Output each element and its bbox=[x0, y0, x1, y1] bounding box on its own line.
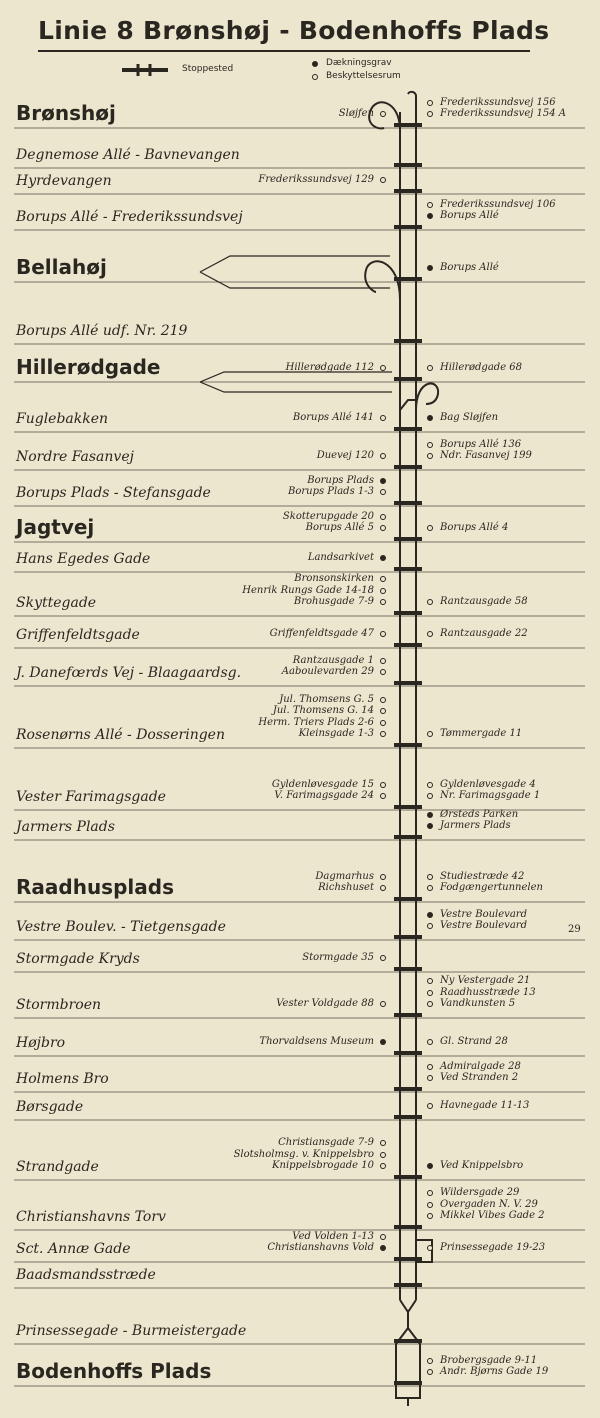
shelter-marker-icon bbox=[380, 415, 386, 421]
shelter-label-right: Prinsessegade 19-23 bbox=[440, 1242, 546, 1253]
shelter-label-right: Borups Allé bbox=[440, 210, 499, 221]
shelter-label-left: Hillerødgade 112 bbox=[285, 362, 374, 373]
shelter-marker-icon bbox=[427, 1213, 433, 1219]
shelter-label-left: Christianshavns Vold bbox=[267, 1242, 374, 1253]
shelter-label-left: Kleinsgade 1-3 bbox=[298, 728, 374, 739]
shelter-marker-icon bbox=[427, 1075, 433, 1081]
shelter-label-right: Ørsteds Parken bbox=[440, 808, 519, 820]
stop-name: Borups Allé - Frederikssundsvej bbox=[16, 209, 243, 225]
stop-tick bbox=[394, 935, 422, 939]
shelter-marker-icon bbox=[427, 990, 433, 996]
stop-name: Brønshøj bbox=[16, 101, 116, 125]
stop-tick bbox=[394, 643, 422, 647]
shelter-marker-icon bbox=[380, 111, 386, 117]
shelter-marker-icon bbox=[380, 731, 386, 737]
stop-name: Stormgade Kryds bbox=[16, 951, 140, 967]
shelter-marker-icon bbox=[427, 111, 433, 117]
shelter-marker-icon bbox=[427, 1064, 433, 1070]
trench-marker-icon bbox=[380, 478, 386, 484]
stop-name: Sct. Annæ Gade bbox=[16, 1241, 131, 1257]
trench-marker-icon bbox=[380, 1039, 386, 1045]
stop-tick bbox=[394, 611, 422, 615]
shelter-marker-icon bbox=[380, 782, 386, 788]
shelter-label-left: Brohusgade 7-9 bbox=[293, 596, 374, 607]
stop-name: Hillerødgade bbox=[16, 355, 161, 379]
stop-tick bbox=[394, 427, 422, 431]
legend-stop-label: Stoppested bbox=[182, 64, 234, 74]
terminal-loop-bodenhoffs bbox=[396, 1328, 420, 1398]
shelter-marker-icon bbox=[380, 708, 386, 714]
shelter-label-right: Hillerødgade 68 bbox=[440, 362, 523, 373]
shelter-marker-icon bbox=[380, 631, 386, 637]
shelter-marker-icon bbox=[427, 1245, 433, 1251]
shelter-marker-icon bbox=[380, 793, 386, 799]
branch-bellahoj-upper bbox=[200, 256, 390, 272]
shelter-label-right: Brobergsgade 9-11 bbox=[440, 1354, 538, 1366]
legend-trench-label: Dækningsgrav bbox=[326, 58, 392, 68]
shelter-label-left: Skotterupgade 20 bbox=[282, 510, 374, 522]
shelter-marker-icon bbox=[427, 731, 433, 737]
stop-tick bbox=[394, 277, 422, 281]
stop-name: Degnemose Allé - Bavnevangen bbox=[16, 147, 240, 163]
stop-tick bbox=[394, 1339, 422, 1343]
stop-name: Holmens Bro bbox=[16, 1071, 109, 1087]
stop-tick bbox=[394, 1381, 422, 1385]
shelter-label-left: Ved Volden 1-13 bbox=[292, 1230, 374, 1242]
shelter-label-left: Borups Plads bbox=[307, 474, 374, 486]
stop-name: Hans Egedes Gade bbox=[16, 551, 151, 567]
stop-name: Rosenørns Allé - Dosseringen bbox=[16, 727, 225, 743]
shelter-label-left: Slotsholmsg. v. Knippelsbro bbox=[233, 1148, 374, 1160]
shelter-label-right: Andr. Bjørns Gade 19 bbox=[440, 1366, 549, 1377]
shelter-label-right: Raadhusstræde 13 bbox=[440, 986, 536, 998]
shelter-label-left: Jul. Thomsens G. 5 bbox=[279, 693, 374, 705]
shelter-marker-icon bbox=[380, 720, 386, 726]
shelter-marker-icon bbox=[380, 588, 386, 594]
shelter-label-left: Richshuset bbox=[318, 882, 374, 893]
shelter-label-right: Vestre Boulevard bbox=[440, 920, 527, 931]
shelter-marker-icon bbox=[380, 1163, 386, 1169]
stop-name: Jarmers Plads bbox=[16, 819, 115, 835]
shelter-label-left: Borups Allé 5 bbox=[305, 522, 374, 533]
stop-name: Højbro bbox=[16, 1035, 66, 1051]
shelter-label-left: Herm. Triers Plads 2-6 bbox=[258, 716, 374, 728]
stop-tick bbox=[394, 1283, 422, 1287]
shelter-label-left: Bronsonskirken bbox=[294, 573, 374, 584]
shelter-marker-icon bbox=[380, 874, 386, 880]
legend-shelter-label: Beskyttelsesrum bbox=[326, 71, 401, 81]
shelter-marker-icon bbox=[427, 453, 433, 459]
shelter-label-right: Vandkunsten 5 bbox=[440, 998, 516, 1009]
shelter-marker-icon bbox=[427, 1202, 433, 1208]
stop-tick bbox=[394, 339, 422, 343]
shelter-label-right: Gl. Strand 28 bbox=[440, 1036, 508, 1047]
shelter-label-right: Tømmergade 11 bbox=[440, 728, 523, 739]
shelter-marker-icon bbox=[380, 177, 386, 183]
stop-tick bbox=[394, 537, 422, 541]
stop-tick bbox=[394, 1051, 422, 1055]
shelter-label-right: Ndr. Fasanvej 199 bbox=[440, 450, 532, 461]
stop-tick bbox=[394, 1013, 422, 1017]
shelter-marker-icon bbox=[380, 489, 386, 495]
stop-tick bbox=[394, 897, 422, 901]
shelter-marker-icon bbox=[380, 697, 386, 703]
shelter-marker-icon bbox=[427, 1001, 433, 1007]
shelter-label-left: Aaboulevarden 29 bbox=[281, 666, 374, 677]
stop-tick bbox=[394, 967, 422, 971]
trench-marker-icon bbox=[427, 415, 433, 421]
track-curve-top bbox=[408, 92, 416, 96]
crossover-fuglebakken bbox=[400, 400, 416, 410]
stop-name: Skyttegade bbox=[16, 595, 97, 611]
stop-name: Vestre Boulev. - Tietgensgade bbox=[16, 919, 226, 935]
shelter-marker-icon bbox=[380, 1140, 386, 1146]
branch-hillerodgade-upper bbox=[200, 372, 392, 382]
shelter-marker-icon bbox=[380, 576, 386, 582]
stop-tick bbox=[394, 743, 422, 747]
shelter-label-left: Landsarkivet bbox=[307, 552, 374, 563]
shelter-label-left: Griffenfeldtsgade 47 bbox=[269, 628, 374, 639]
stop-name: Borups Plads - Stefansgade bbox=[16, 485, 211, 501]
shelter-marker-icon bbox=[427, 631, 433, 637]
stop-tick bbox=[394, 805, 422, 809]
trench-marker-icon bbox=[427, 823, 433, 829]
trench-marker-icon bbox=[427, 912, 433, 918]
shelter-label-right: Havnegade 11-13 bbox=[440, 1100, 530, 1111]
shelter-label-left: Borups Allé 141 bbox=[292, 412, 374, 423]
shelter-marker-icon bbox=[380, 658, 386, 664]
stop-tick bbox=[394, 163, 422, 167]
stop-name: Bellahøj bbox=[16, 255, 107, 279]
stop-name: Børsgade bbox=[16, 1099, 84, 1115]
shelter-label-right: Frederikssundsvej 156 bbox=[440, 96, 556, 108]
shelter-label-right: Nr. Farimagsgade 1 bbox=[440, 790, 541, 801]
shelter-label-right: Studiestræde 42 bbox=[440, 870, 525, 882]
shelter-marker-icon bbox=[380, 453, 386, 459]
shelter-marker-icon bbox=[380, 1234, 386, 1240]
shelter-marker-icon bbox=[427, 599, 433, 605]
page-title: Linie 8 Brønshøj - Bodenhoffs Plads bbox=[38, 16, 550, 45]
stop-name: Bodenhoffs Plads bbox=[16, 1359, 212, 1383]
shelter-marker-icon bbox=[427, 365, 433, 371]
shelter-label-left: Borups Plads 1-3 bbox=[287, 486, 374, 497]
stop-name: Raadhusplads bbox=[16, 875, 174, 899]
trench-marker-icon bbox=[427, 213, 433, 219]
shelter-marker-icon bbox=[380, 1152, 386, 1158]
stop-tick bbox=[394, 1225, 422, 1229]
shelter-marker-icon bbox=[427, 1103, 433, 1109]
shelter-marker-icon bbox=[427, 874, 433, 880]
shelter-marker-icon bbox=[427, 793, 433, 799]
shelter-label-right: Overgaden N. V. 29 bbox=[440, 1198, 538, 1210]
shelter-marker-icon bbox=[427, 1190, 433, 1196]
stop-tick bbox=[394, 835, 422, 839]
shelter-marker-icon bbox=[427, 525, 433, 531]
stop-name: Hyrdevangen bbox=[16, 173, 112, 189]
stop-name: Strandgade bbox=[16, 1159, 99, 1175]
shelter-marker-icon bbox=[380, 669, 386, 675]
stop-tick bbox=[394, 1115, 422, 1119]
shelter-label-left: Thorvaldsens Museum bbox=[259, 1036, 374, 1047]
loop-fuglebakken bbox=[416, 383, 438, 410]
stop-tick bbox=[394, 123, 422, 127]
stop-tick bbox=[394, 465, 422, 469]
shelter-label-right: Vestre Boulevard bbox=[440, 908, 527, 920]
trench-marker-icon bbox=[380, 1245, 386, 1251]
shelter-marker-icon bbox=[427, 1039, 433, 1045]
shelter-label-right: Fodgængertunnelen bbox=[440, 882, 543, 893]
shelter-label-left: Stormgade 35 bbox=[302, 952, 374, 963]
stop-name: Fuglebakken bbox=[16, 411, 109, 427]
shelter-label-left: Henrik Rungs Gade 14-18 bbox=[242, 584, 374, 596]
shelter-label-left: Vester Voldgade 88 bbox=[276, 998, 374, 1009]
shelter-label-right: Admiralgade 28 bbox=[440, 1060, 521, 1072]
shelter-label-left: Duevej 120 bbox=[316, 450, 374, 461]
shelter-label-right: Borups Allé 4 bbox=[440, 522, 509, 533]
shelter-marker-icon bbox=[427, 442, 433, 448]
stop-name: Prinsessegade - Burmeistergade bbox=[16, 1323, 247, 1339]
shelter-label-left: Frederikssundsvej 129 bbox=[258, 174, 374, 185]
shelter-marker-icon bbox=[427, 202, 433, 208]
trench-marker-icon bbox=[380, 555, 386, 561]
shelter-label-right: Frederikssundsvej 154 A bbox=[440, 108, 567, 119]
shelter-label-left: Christiansgade 7-9 bbox=[278, 1137, 374, 1148]
stop-name: Vester Farimagsgade bbox=[16, 789, 166, 805]
stop-tick bbox=[394, 377, 422, 381]
shelter-label-right: Jarmers Plads bbox=[440, 820, 511, 831]
stop-name: Baadsmandsstræde bbox=[16, 1267, 156, 1283]
shelter-marker-icon bbox=[380, 525, 386, 531]
shelter-label-right: Bag Sløjfen bbox=[440, 412, 499, 423]
stop-tick bbox=[394, 681, 422, 685]
stop-name: J. Danefœrds Vej - Blaagaardsg. bbox=[16, 665, 242, 681]
shelter-label-right: Wildersgade 29 bbox=[440, 1187, 520, 1198]
shelter-label-left: Knippelsbrogade 10 bbox=[272, 1160, 374, 1171]
shelter-marker-icon bbox=[427, 100, 433, 106]
shelter-label-right: Gyldenløvesgade 4 bbox=[440, 778, 536, 790]
shelter-label-left: Jul. Thomsens G. 14 bbox=[272, 705, 374, 716]
stop-name: Borups Allé udf. Nr. 219 bbox=[16, 323, 188, 339]
shelter-marker-icon bbox=[380, 955, 386, 961]
shelter-marker-icon bbox=[380, 599, 386, 605]
stop-tick bbox=[394, 1087, 422, 1091]
shelter-marker-icon bbox=[427, 885, 433, 891]
shelter-label-left: Sløjfen bbox=[338, 108, 374, 119]
stop-tick bbox=[394, 1257, 422, 1261]
shelter-label-right: Frederikssundsvej 106 bbox=[440, 198, 556, 210]
shelter-label-right: Ved Knippelsbro bbox=[440, 1160, 524, 1171]
shelter-marker-icon bbox=[427, 923, 433, 929]
trench-marker-icon bbox=[427, 265, 433, 271]
stop-name: Griffenfeldtsgade bbox=[16, 627, 140, 643]
shelter-label-right: Borups Allé 136 bbox=[440, 438, 522, 450]
stop-tick bbox=[394, 567, 422, 571]
shelter-marker-icon bbox=[380, 514, 386, 520]
stop-name: Christianshavns Torv bbox=[16, 1209, 166, 1225]
shelter-label-right: Ved Stranden 2 bbox=[440, 1072, 519, 1083]
track-merge bbox=[400, 1300, 416, 1312]
shelter-label-left: V. Farimagsgade 24 bbox=[274, 790, 374, 801]
shelter-marker-icon bbox=[380, 1001, 386, 1007]
branch-hillerodgade-lower bbox=[200, 382, 392, 392]
shelter-label-right: Rantzausgade 22 bbox=[440, 628, 528, 639]
shelter-label-left: Dagmarhus bbox=[315, 870, 374, 882]
trench-marker-icon bbox=[427, 812, 433, 818]
stop-tick bbox=[394, 189, 422, 193]
branch-bellahoj-lower bbox=[200, 272, 390, 288]
shelter-marker-icon bbox=[427, 978, 433, 984]
shelter-marker-icon bbox=[427, 782, 433, 788]
shelter-marker-icon bbox=[380, 885, 386, 891]
extra-number: 29 bbox=[568, 924, 581, 935]
shelter-label-left: Gyldenløvesgade 15 bbox=[271, 778, 374, 790]
shelter-label-left: Rantzausgade 1 bbox=[292, 654, 374, 666]
stop-name: Stormbroen bbox=[16, 997, 101, 1013]
shelter-marker-icon bbox=[380, 365, 386, 371]
stop-tick bbox=[394, 1175, 422, 1179]
trench-marker-icon bbox=[427, 1163, 433, 1169]
shelter-marker-icon bbox=[427, 1358, 433, 1364]
shelter-label-right: Rantzausgade 58 bbox=[440, 596, 528, 607]
stop-name: Nordre Fasanvej bbox=[16, 449, 134, 465]
shelter-marker-icon bbox=[427, 1369, 433, 1375]
shelter-label-right: Mikkel Vibes Gade 2 bbox=[440, 1210, 545, 1221]
stop-name: Jagtvej bbox=[16, 515, 95, 539]
shelter-label-right: Ny Vestergade 21 bbox=[440, 975, 531, 986]
shelter-label-right: Borups Allé bbox=[440, 262, 499, 273]
stop-tick bbox=[394, 225, 422, 229]
stop-tick bbox=[394, 501, 422, 505]
